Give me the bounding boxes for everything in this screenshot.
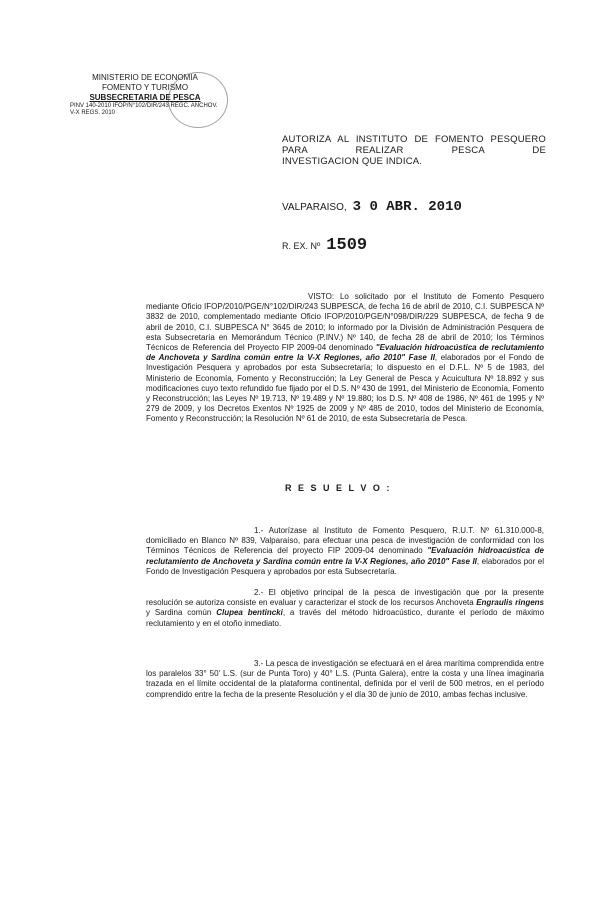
resolution-number-value: 1509	[326, 236, 368, 255]
date-stamp: 3 0 ABR. 2010	[352, 199, 462, 215]
paragraph-1-title: "Evaluación hidroacústica de reclutamiento de Anchoveta y Sardina común entre la V-X Regiones, año 2010" Fase II	[146, 546, 544, 566]
species-1: Engraulis ringens	[476, 598, 544, 608]
ministry-subtitle: FOMENTO Y TURISMO	[101, 83, 189, 92]
subject-line-2: INVESTIGACION QUE INDICA.	[282, 156, 423, 167]
official-seal	[168, 72, 228, 128]
file-reference-2: V-X REGS. 2010	[70, 110, 116, 116]
resolution-label: R. EX. Nº	[282, 241, 321, 251]
paragraph-1	[146, 526, 544, 577]
place-and-date	[282, 199, 462, 215]
resuelvo-heading: R E S U E L V O :	[285, 483, 392, 493]
resolution-subject	[282, 134, 546, 167]
paragraph-3: 3.- La pesca de investigación se efectuará en el área marítima comprendida entre los paralelos 33° 50' L.S. (sur de Punta Toro) y 40° L.S. (Punta Galera), entre la costa y una línea imaginaria trazada en el límite occidental de la plataforma continental, definida por el veril de 500 metros, en el período comprendido entre la fecha de la presente Resolución y el día 30 de junio de 2010, ambas fechas inclusive.	[146, 659, 544, 699]
visto-paragraph	[146, 292, 544, 425]
visto-rest: , elaborados por el Fondo de Investigación Pesquera y aprobados por esta Subsecretaría; lo dispuesto en el D.F.L. Nº 5 de 1983, del Ministerio de Economía, Fomento y Reconstrucción; la Ley General de Pesca y Acuicultura Nº 18.892 y sus modificaciones cuyo texto refundido fue fijado por el D.S. Nº 430 de 1991, del Ministerio de Economía, Fomento y Reconstrucción; las Leyes Nº 19.713, Nº 19.489 y Nº 19.880; los D.S. Nº 408 de 1986, Nº 461 de 1995 y Nº 279 de 2009, y los Decretos Exentos Nº 1925 de 2009 y Nº 485 de 2010, todos del Ministerio de Economía, Fomento y Reconstrucción; la Resolución Nº 61 de 2010, de esta Subsecretaría de Pesca.	[146, 353, 545, 424]
project-title: "Evaluación hidroacústica de reclutamiento de Anchoveta y Sardina común entre la V-X Regiones, año 2010" Fase II	[146, 343, 544, 363]
ministry-name: MINISTERIO DE ECONOMIA	[92, 73, 198, 82]
city: VALPARAISO,	[282, 202, 347, 213]
subject-line-1: AUTORIZA AL INSTITUTO DE FOMENTO PESQUERO PARA REALIZAR PESCA DE	[282, 134, 546, 156]
paragraph-2-lead: 2.- El objetivo principal de la pesca de investigación que por la presente resolución se autoriza consiste en evaluar y caracterizar el stock de los recursos Anchoveta	[146, 588, 544, 608]
species-2: Clupea bentincki	[216, 608, 283, 618]
resolution-number	[282, 236, 367, 255]
paragraph-2-rest: , a través del método hidroacústico, durante el período de máximo reclutamiento y en el otoño inmediato.	[146, 608, 545, 628]
subsecretaria-name: SUBSECRETARIA DE PESCA	[89, 93, 201, 102]
paragraph-2-mid: y Sardina común	[146, 608, 212, 618]
visto-lead: VISTO: Lo solicitado por el Instituto de Fomento Pesquero mediante Oficio IFOP/2010/PGE/N°102/DIR/243 SUBPESCA, de fecha 16 de abril de 2010, C.I. SUBPESCA Nº 3832 de 2010, complementado mediante Oficio IFOP/2010/PGE/N°098/DIR/229 SUBPESCA, de fecha 9 de abril de 2010, C.I. SUBPESCA N° 3645 de 2010; lo informado por la División de Administración Pesquera de esta Subsecretaría en Memorándum Técnico (P.INV.) Nº 140, de fecha 28 de abril de 2010; los Términos Técnicos de Referencia del Proyecto FIP 2009-04 denominado	[146, 292, 544, 353]
paragraph-2	[146, 588, 544, 629]
paragraph-1-lead: 1.- Autorízase al Instituto de Fomento Pesquero, R.U.T. Nº 61.310.000-8, domiciliado en Blanco Nº 839, Valparaíso, para efectuar una pesca de investigación de conformidad con los Términos Técnicos de Referencia del proyecto FIP 2009-04 denominado	[146, 526, 544, 556]
paragraph-1-rest: , elaborados por el Fondo de Investigación Pesquera y aprobados por esta Subsecretaría.	[146, 556, 545, 576]
file-reference-1: PINV 140-2010 IFOP/N°102/DIR/243 REGC. ANCHOV.	[70, 103, 218, 109]
